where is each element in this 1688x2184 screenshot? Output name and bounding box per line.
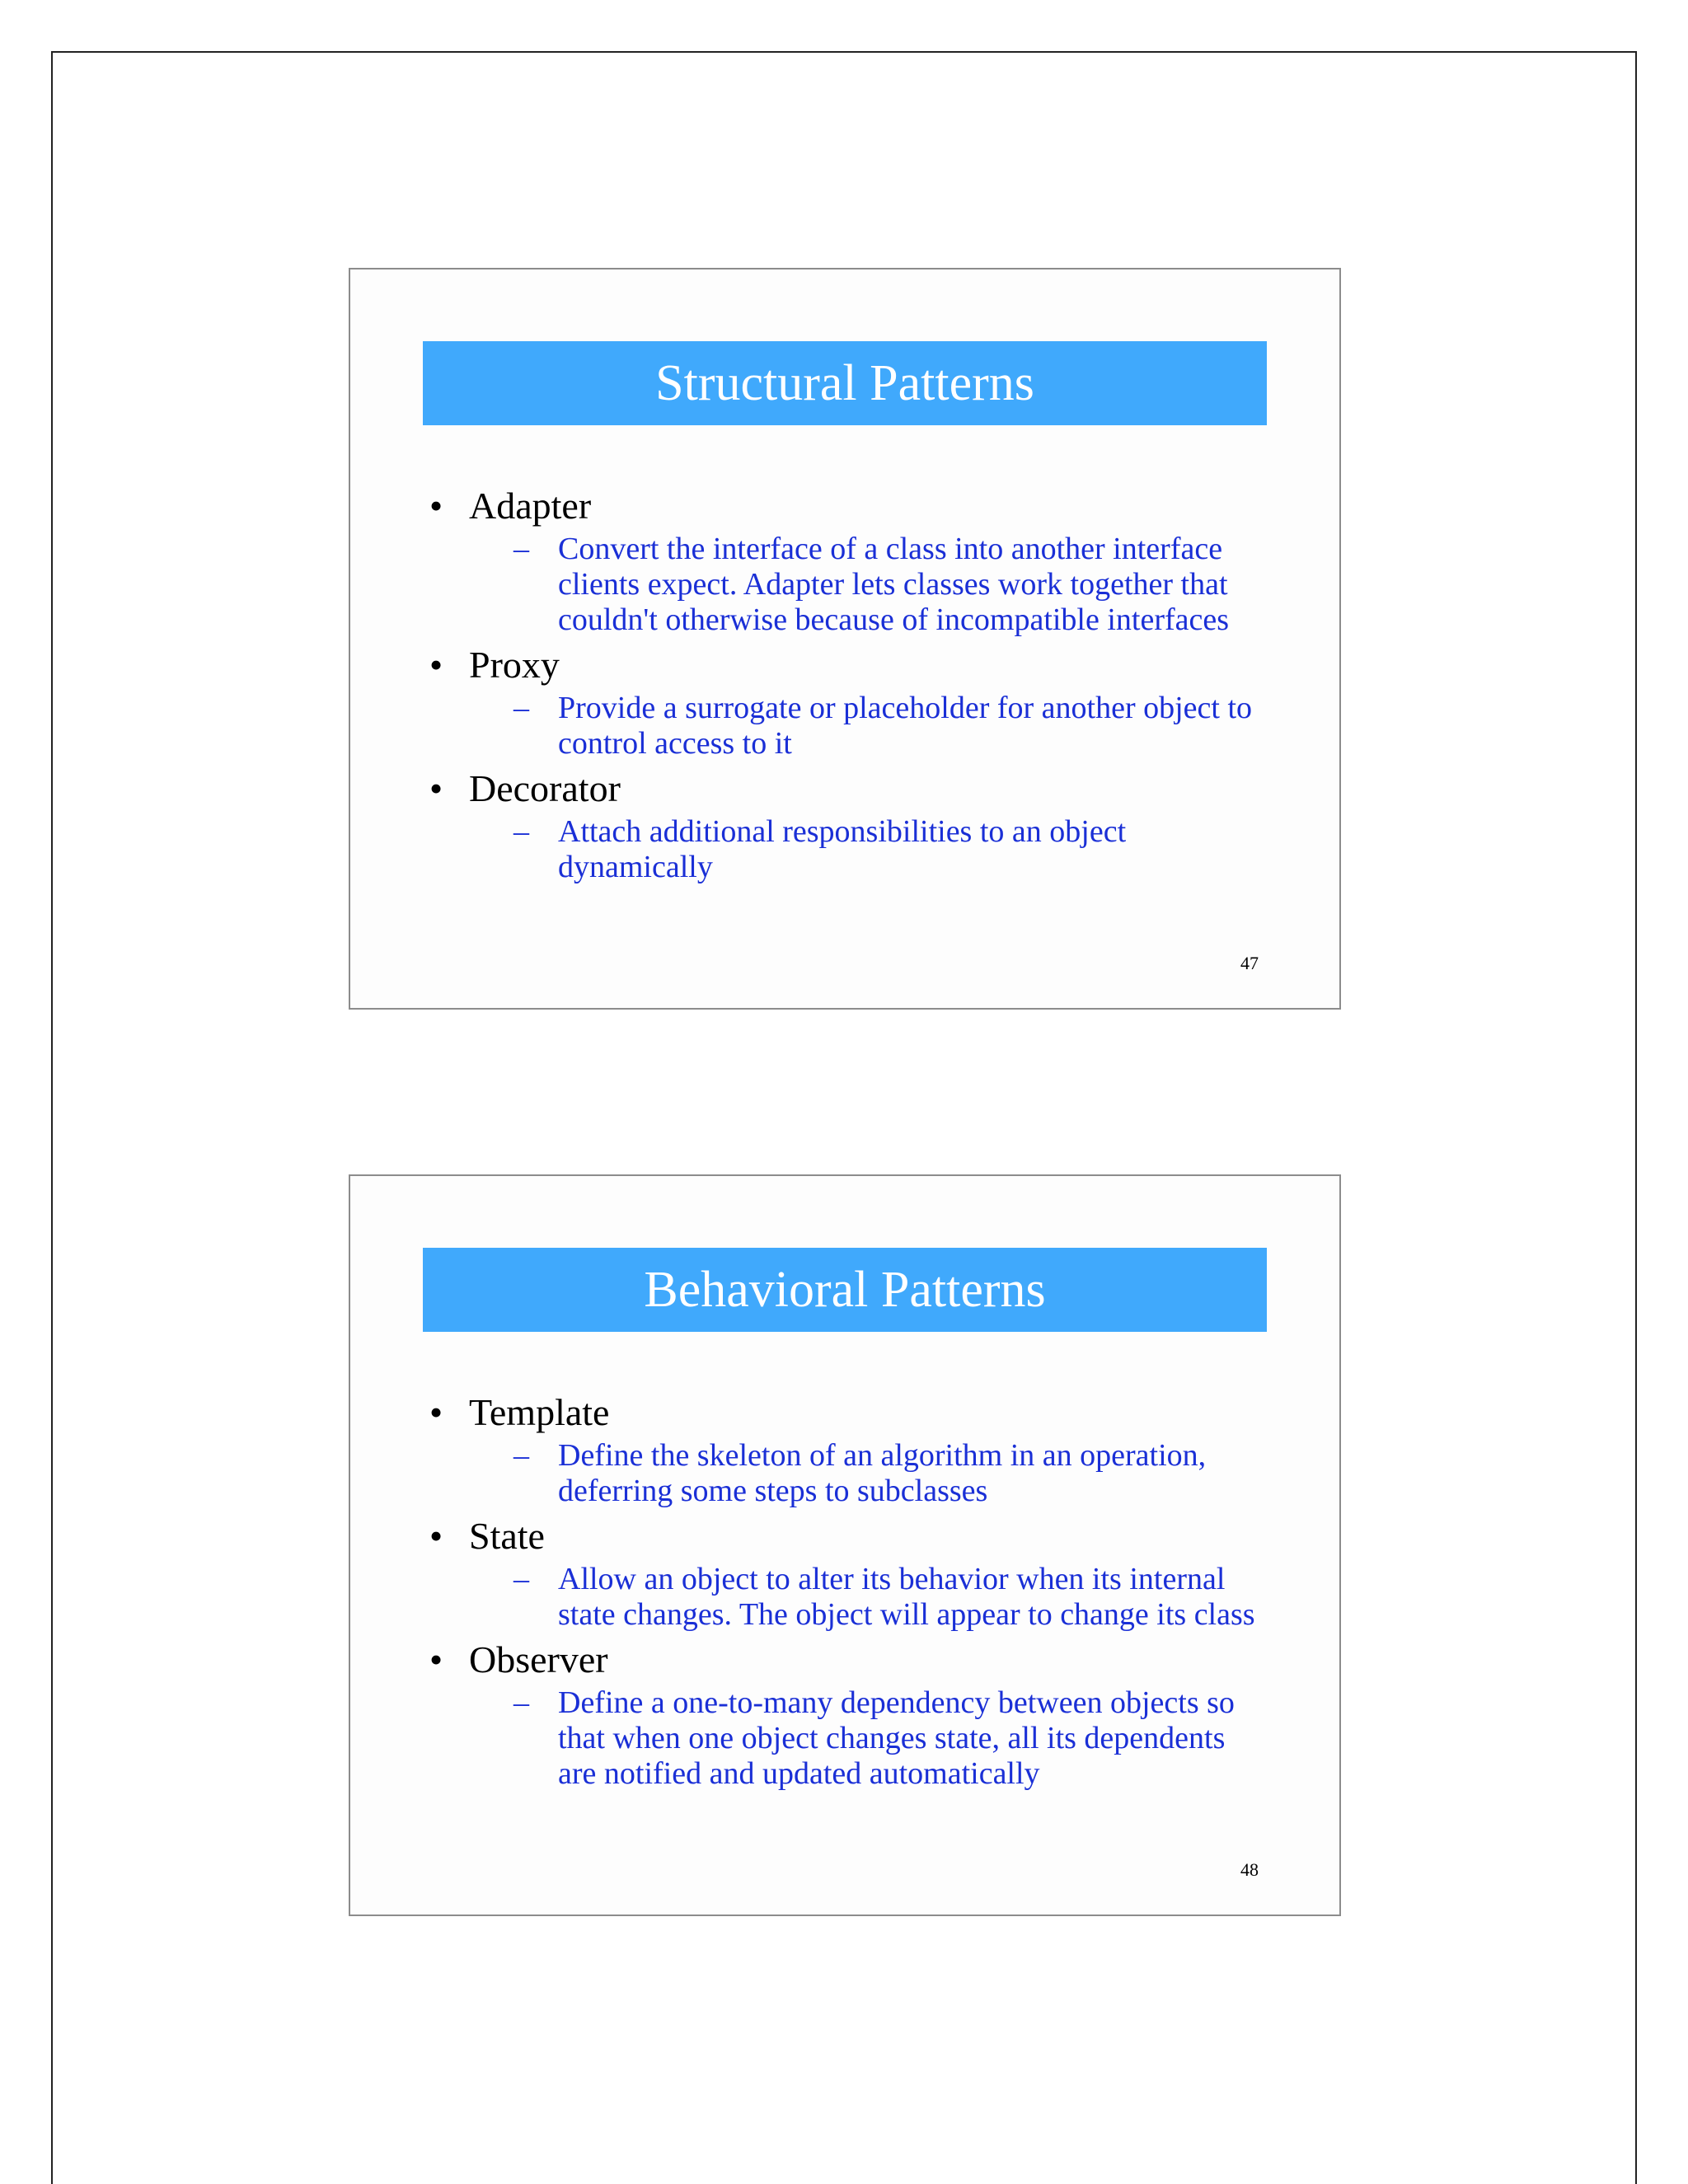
bullet-item-state <box>429 1516 1295 1557</box>
bullet-list <box>429 485 1295 892</box>
sub-marker: – <box>513 691 529 725</box>
sub-item <box>429 691 1295 762</box>
bullet-label: Decorator <box>469 767 621 809</box>
bullet-marker: • <box>429 1391 443 1433</box>
slide-page-number: 47 <box>1240 953 1259 973</box>
sub-item <box>429 1685 1295 1792</box>
bullet-label: Observer <box>469 1638 608 1680</box>
slide-title: Structural Patterns <box>423 341 1267 425</box>
bullet-marker: • <box>429 1638 443 1680</box>
bullet-marker: • <box>429 1515 443 1557</box>
bullet-item-template <box>429 1392 1295 1433</box>
sub-marker: – <box>513 814 529 849</box>
sub-item <box>429 532 1295 638</box>
sub-item-text: Provide a surrogate or placeholder for another object to control access to it <box>558 691 1253 761</box>
bullet-marker: • <box>429 485 443 527</box>
bullet-marker: • <box>429 644 443 686</box>
sub-marker: – <box>513 532 529 566</box>
slide-title: Behavioral Patterns <box>423 1248 1267 1332</box>
bullet-label: State <box>469 1515 545 1557</box>
sub-item <box>429 1438 1295 1509</box>
bullet-item-adapter <box>429 485 1295 527</box>
bullet-list <box>429 1392 1295 1798</box>
bullet-marker: • <box>429 767 443 809</box>
slide-47 <box>349 268 1341 1010</box>
sub-marker: – <box>513 1562 529 1596</box>
sub-item-text: Attach additional responsibilities to an object dynamically <box>558 814 1127 884</box>
bullet-item-observer <box>429 1639 1295 1680</box>
sub-item <box>429 1562 1295 1633</box>
sub-item-text: Define the skeleton of an algorithm in an operation, deferring some steps to subclasses <box>558 1438 1207 1508</box>
slide-48 <box>349 1174 1341 1916</box>
bullet-label: Proxy <box>469 644 560 686</box>
sub-marker: – <box>513 1685 529 1720</box>
sub-marker: – <box>513 1438 529 1473</box>
sub-item <box>429 814 1295 885</box>
bullet-item-decorator <box>429 768 1295 809</box>
bullet-label: Template <box>469 1391 610 1433</box>
slide-page-number: 48 <box>1240 1859 1259 1880</box>
sub-item-text: Define a one-to-many dependency between objects so that when one object changes state, all its dependents are notified and updated automatically <box>558 1685 1235 1791</box>
bullet-item-proxy <box>429 644 1295 686</box>
bullet-label: Adapter <box>469 485 592 527</box>
sub-item-text: Allow an object to alter its behavior when its internal state changes. The object will appear to change its class <box>558 1562 1255 1632</box>
sub-item-text: Convert the interface of a class into another interface clients expect. Adapter lets classes work together that couldn't otherwise because of incompatible interfaces <box>558 532 1230 637</box>
